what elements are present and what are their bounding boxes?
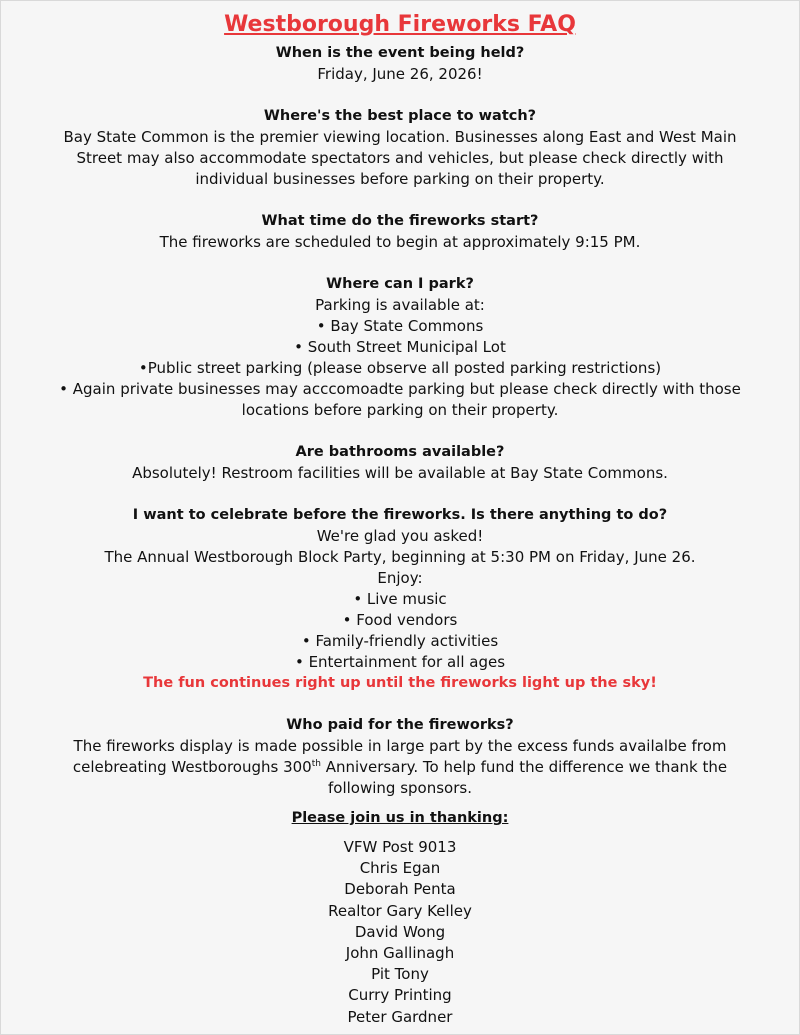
question-park: Where can I park?	[326, 276, 474, 292]
question-when: When is the event being held?	[275, 45, 525, 61]
answer-paid-part2: Anniversary. To help fund the difference we thank the following sponsors.	[320, 758, 728, 797]
sponsor-item: John Gallinagh	[345, 944, 455, 963]
ordinal-suffix: th	[311, 759, 321, 769]
faq-time	[1, 211, 799, 253]
question-watch: Where's the best place to watch?	[263, 108, 537, 124]
park-intro: Parking is available at:	[315, 296, 485, 314]
list-item: • Live music	[353, 590, 447, 608]
faq-park	[1, 274, 799, 421]
celebrate-line1: We're glad you asked!	[316, 527, 484, 545]
sponsor-item: Peter Gardner	[347, 1007, 453, 1026]
answer-when: Friday, June 26, 2026!	[317, 65, 483, 83]
faq-celebrate	[1, 505, 799, 694]
question-time: What time do the fireworks start?	[261, 213, 539, 229]
list-item: • Bay State Commons	[316, 317, 484, 335]
list-item: • Food vendors	[342, 611, 458, 629]
faq-paid	[1, 715, 799, 799]
list-item: • South Street Municipal Lot	[294, 338, 506, 356]
answer-paid-part1: The fireworks display is made possible in large part by the excess funds availalbe from celebreating Westboroughs 300	[72, 737, 727, 776]
question-paid: Who paid for the fireworks?	[286, 717, 514, 733]
sponsor-item: Chris Egan	[359, 859, 441, 878]
question-celebrate: I want to celebrate before the fireworks. Is there anything to do?	[132, 507, 668, 523]
answer-watch: Bay State Common is the premier viewing location. Businesses along East and West Main Street may also accommodate spectators and vehicles, but please check directly with individual businesses before parking on their property.	[63, 128, 737, 188]
highlight-text: The fun continues right up until the fireworks light up the sky!	[143, 675, 657, 691]
sponsor-item: Curry Printing	[348, 986, 452, 1005]
page-title: Westborough Fireworks FAQ	[224, 12, 576, 37]
answer-paid	[1, 736, 799, 799]
list-item: •Public street parking (please observe all posted parking restrictions)	[138, 359, 662, 377]
list-item: • Again private businesses may acccomoadte parking but please check directly with those locations before parking on their property.	[59, 380, 741, 419]
sponsor-item: Deborah Penta	[344, 880, 456, 899]
sponsor-item: VFW Post 9013	[343, 838, 457, 856]
question-bathrooms: Are bathrooms available?	[295, 444, 505, 460]
celebrate-enjoy: Enjoy:	[377, 569, 423, 587]
sponsor-item: David Wong	[354, 922, 446, 941]
list-item: • Entertainment for all ages	[294, 653, 506, 671]
answer-time: The fireworks are scheduled to begin at approximately 9:15 PM.	[159, 233, 641, 251]
faq-watch	[1, 106, 799, 190]
faq-bathrooms	[1, 442, 799, 484]
list-item: • Family-friendly activities	[301, 632, 499, 650]
thanks-heading: Please join us in thanking:	[291, 810, 509, 826]
celebrate-line2: The Annual Westborough Block Party, beginning at 5:30 PM on Friday, June 26.	[104, 548, 696, 566]
faq-when	[1, 43, 799, 85]
sponsor-item: Pit Tony	[371, 965, 429, 984]
sponsor-item: Realtor Gary Kelley	[328, 901, 472, 920]
answer-bathrooms: Absolutely! Restroom facilities will be available at Bay State Commons.	[132, 464, 668, 482]
sponsor-list	[1, 837, 799, 1028]
